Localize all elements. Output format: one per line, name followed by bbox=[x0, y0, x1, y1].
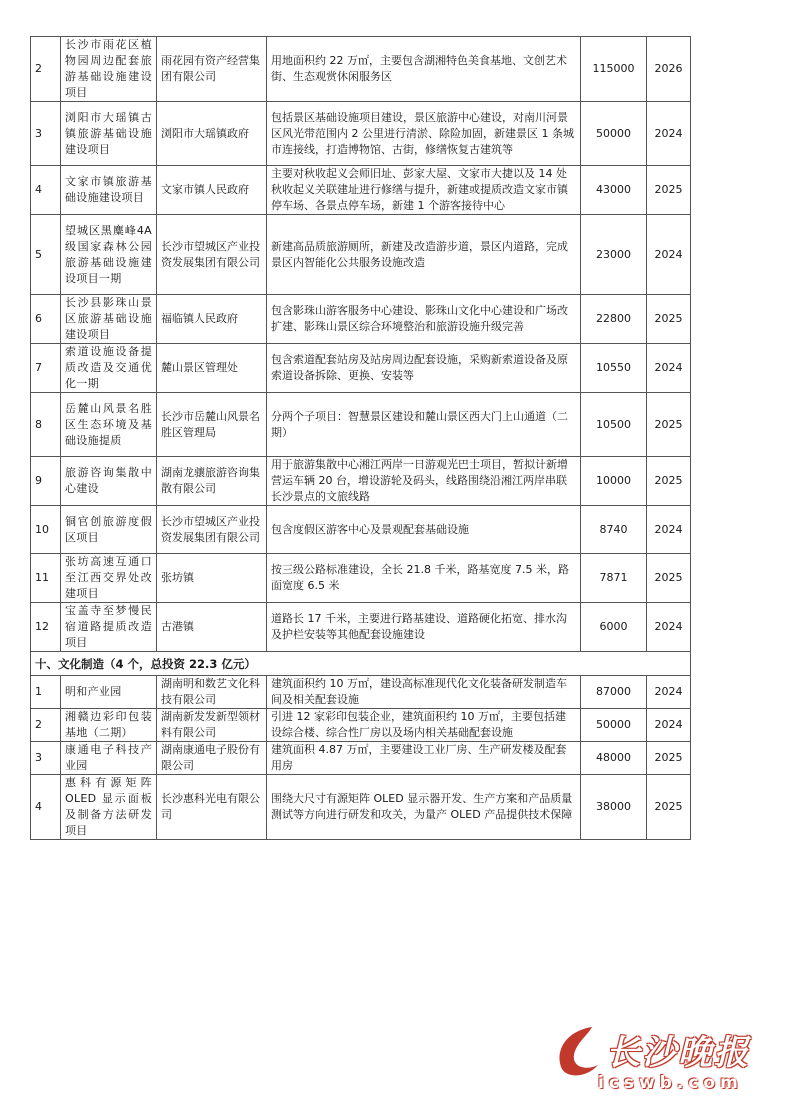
project-description: 包含度假区游客中心及景观配套基础设施 bbox=[267, 506, 581, 554]
table-row bbox=[31, 344, 691, 393]
completion-year: 2024 bbox=[647, 344, 691, 393]
project-description: 包含影珠山游客服务中心建设、影珠山文化中心建设和广场改扩建、影珠山景区综合环境整治和旅游设施升级完善 bbox=[267, 295, 581, 344]
table-row bbox=[31, 676, 691, 709]
completion-year: 2025 bbox=[647, 166, 691, 215]
investment-amount: 7871 bbox=[581, 554, 647, 603]
project-name: 宝盖寺至梦慢民宿道路提质改造项目 bbox=[61, 603, 157, 652]
project-description: 建筑面积约 10 万㎡，建设高标准现代化文化装备研发制造车间及相关配套设施 bbox=[267, 676, 581, 709]
project-owner: 浏阳市大瑶镇政府 bbox=[157, 102, 267, 166]
completion-year: 2025 bbox=[647, 742, 691, 775]
investment-amount: 10500 bbox=[581, 393, 647, 457]
investment-amount: 87000 bbox=[581, 676, 647, 709]
completion-year: 2025 bbox=[647, 554, 691, 603]
table-row bbox=[31, 393, 691, 457]
row-number: 8 bbox=[31, 393, 61, 457]
project-description: 分两个子项目：智慧景区建设和麓山景区西大门上山通道（二期） bbox=[267, 393, 581, 457]
investment-amount: 48000 bbox=[581, 742, 647, 775]
row-number: 9 bbox=[31, 457, 61, 506]
project-name: 旅游咨询集散中心建设 bbox=[61, 457, 157, 506]
table-row bbox=[31, 709, 691, 742]
investment-amount: 50000 bbox=[581, 709, 647, 742]
table-body-tourism bbox=[31, 37, 691, 652]
project-name: 张坊高速互通口至江西交界处改建项目 bbox=[61, 554, 157, 603]
project-owner: 福临镇人民政府 bbox=[157, 295, 267, 344]
project-description: 建筑面积 4.87 万㎡，主要建设工业厂房、生产研发楼及配套用房 bbox=[267, 742, 581, 775]
project-name: 铜官创旅游度假区项目 bbox=[61, 506, 157, 554]
investment-amount: 22800 bbox=[581, 295, 647, 344]
completion-year: 2024 bbox=[647, 709, 691, 742]
table-row bbox=[31, 775, 691, 840]
watermark-brand: 长沙晚报 bbox=[606, 1033, 750, 1073]
row-number: 3 bbox=[31, 102, 61, 166]
row-number: 4 bbox=[31, 166, 61, 215]
table-row bbox=[31, 215, 691, 295]
completion-year: 2025 bbox=[647, 295, 691, 344]
section-header-row bbox=[31, 652, 691, 676]
table-row bbox=[31, 295, 691, 344]
row-number: 3 bbox=[31, 742, 61, 775]
project-owner: 雨花园有资产经营集团有限公司 bbox=[157, 37, 267, 102]
table-row bbox=[31, 506, 691, 554]
completion-year: 2024 bbox=[647, 215, 691, 295]
completion-year: 2024 bbox=[647, 676, 691, 709]
project-name: 索道设施设备提质改造及交通优化一期 bbox=[61, 344, 157, 393]
project-owner: 长沙惠科光电有限公司 bbox=[157, 775, 267, 840]
row-number: 11 bbox=[31, 554, 61, 603]
project-name: 明和产业园 bbox=[61, 676, 157, 709]
row-number: 4 bbox=[31, 775, 61, 840]
section-title: 十、文化制造（4 个，总投资 22.3 亿元） bbox=[31, 652, 691, 676]
project-owner: 湖南龙骧旅游咨询集散有限公司 bbox=[157, 457, 267, 506]
project-description: 包含索道配套站房及站房周边配套设施，采购新索道设备及原索道设备拆除、更换、安装等 bbox=[267, 344, 581, 393]
project-owner: 文家市镇人民政府 bbox=[157, 166, 267, 215]
project-description: 按三级公路标准建设，全长 21.8 千米，路基宽度 7.5 米，路面宽度 6.5 米 bbox=[267, 554, 581, 603]
project-owner: 长沙市望城区产业投资发展集团有限公司 bbox=[157, 215, 267, 295]
completion-year: 2024 bbox=[647, 102, 691, 166]
table-row bbox=[31, 603, 691, 652]
completion-year: 2024 bbox=[647, 506, 691, 554]
investment-amount: 43000 bbox=[581, 166, 647, 215]
project-description: 引进 12 家彩印包装企业，建筑面积约 10 万㎡，主要包括建设综合楼、综合性厂房以及场内相关基础配套设施 bbox=[267, 709, 581, 742]
table-row bbox=[31, 37, 691, 102]
investment-amount: 10000 bbox=[581, 457, 647, 506]
project-description: 包括景区基础设施项目建设，景区旅游中心建设，对南川河景区风光带范围内 2 公里进行清淤、除险加固，新建景区 1 条城市连接线，打造博物馆、古街，修缮恢复古建筑等 bbox=[267, 102, 581, 166]
project-name: 长沙市雨花区植物园周边配套旅游基础设施建设项目 bbox=[61, 37, 157, 102]
investment-amount: 50000 bbox=[581, 102, 647, 166]
project-name: 文家市镇旅游基础设施建设项目 bbox=[61, 166, 157, 215]
project-description: 用地面积约 22 万㎡，主要包含湖湘特色美食基地、文创艺术街、生态观赏休闲服务区 bbox=[267, 37, 581, 102]
row-number: 10 bbox=[31, 506, 61, 554]
project-owner: 古港镇 bbox=[157, 603, 267, 652]
row-number: 6 bbox=[31, 295, 61, 344]
project-owner: 湖南新发发新型领材料有限公司 bbox=[157, 709, 267, 742]
newspaper-logo-icon bbox=[548, 1021, 608, 1081]
table-row bbox=[31, 742, 691, 775]
investment-amount: 38000 bbox=[581, 775, 647, 840]
investment-amount: 23000 bbox=[581, 215, 647, 295]
investment-amount: 6000 bbox=[581, 603, 647, 652]
projects-table bbox=[30, 36, 691, 840]
row-number: 1 bbox=[31, 676, 61, 709]
completion-year: 2024 bbox=[647, 603, 691, 652]
project-name: 康通电子科技产业园 bbox=[61, 742, 157, 775]
completion-year: 2026 bbox=[647, 37, 691, 102]
project-name: 岳麓山风景名胜区生态环境及基础设施提质 bbox=[61, 393, 157, 457]
project-name: 浏阳市大瑶镇古镇旅游基础设施建设项目 bbox=[61, 102, 157, 166]
project-name: 望城区黑麋峰4A 级国家森林公园旅游基础设施建设项目一期 bbox=[61, 215, 157, 295]
project-owner: 麓山景区管理处 bbox=[157, 344, 267, 393]
project-owner: 长沙市望城区产业投资发展集团有限公司 bbox=[157, 506, 267, 554]
completion-year: 2025 bbox=[647, 775, 691, 840]
table-row bbox=[31, 166, 691, 215]
completion-year: 2025 bbox=[647, 393, 691, 457]
project-description: 用于旅游集散中心湘江两岸一日游观光巴士项目，暂拟计新增营运车辆 20 台，增设游轮及码头，线路围绕沿湘江两岸串联长沙景点的文旅线路 bbox=[267, 457, 581, 506]
row-number: 12 bbox=[31, 603, 61, 652]
project-description: 主要对秋收起义会师旧址、彭家大屋、文家市大捷以及 14 处秋收起义关联建址进行修缮与提升，新建或提质改造文家市镇停车场、各景点停车场，新建 1 个游客接待中心 bbox=[267, 166, 581, 215]
project-owner: 湖南康通电子股份有限公司 bbox=[157, 742, 267, 775]
watermark bbox=[548, 1021, 768, 1101]
project-owner: 湖南明和数艺文化科技有限公司 bbox=[157, 676, 267, 709]
table-row bbox=[31, 102, 691, 166]
completion-year: 2025 bbox=[647, 457, 691, 506]
watermark-url: icswb.com bbox=[598, 1073, 743, 1093]
project-description: 道路长 17 千米，主要进行路基建设、道路硬化拓宽、排水沟及护栏安装等其他配套设施建设 bbox=[267, 603, 581, 652]
table-row bbox=[31, 457, 691, 506]
project-owner: 张坊镇 bbox=[157, 554, 267, 603]
table-row bbox=[31, 554, 691, 603]
project-name: 长沙县影珠山景区旅游基础设施建设项目 bbox=[61, 295, 157, 344]
project-description: 新建高品质旅游厕所，新建及改造游步道，景区内道路，完成景区内智能化公共服务设施改造 bbox=[267, 215, 581, 295]
row-number: 7 bbox=[31, 344, 61, 393]
table-section-culture-manufacturing bbox=[31, 652, 691, 676]
project-owner: 长沙市岳麓山风景名胜区管理局 bbox=[157, 393, 267, 457]
investment-amount: 8740 bbox=[581, 506, 647, 554]
investment-amount: 115000 bbox=[581, 37, 647, 102]
row-number: 2 bbox=[31, 709, 61, 742]
row-number: 2 bbox=[31, 37, 61, 102]
project-name: 湘赣边彩印包装基地（二期） bbox=[61, 709, 157, 742]
investment-amount: 10550 bbox=[581, 344, 647, 393]
table-body-culture bbox=[31, 676, 691, 840]
project-name: 惠科有源矩阵OLED 显示面板及制备方法研发项目 bbox=[61, 775, 157, 840]
row-number: 5 bbox=[31, 215, 61, 295]
project-description: 围绕大尺寸有源矩阵 OLED 显示器开发、生产方案和产品质量测试等方向进行研发和攻关，为量产 OLED 产品提供技术保障 bbox=[267, 775, 581, 840]
